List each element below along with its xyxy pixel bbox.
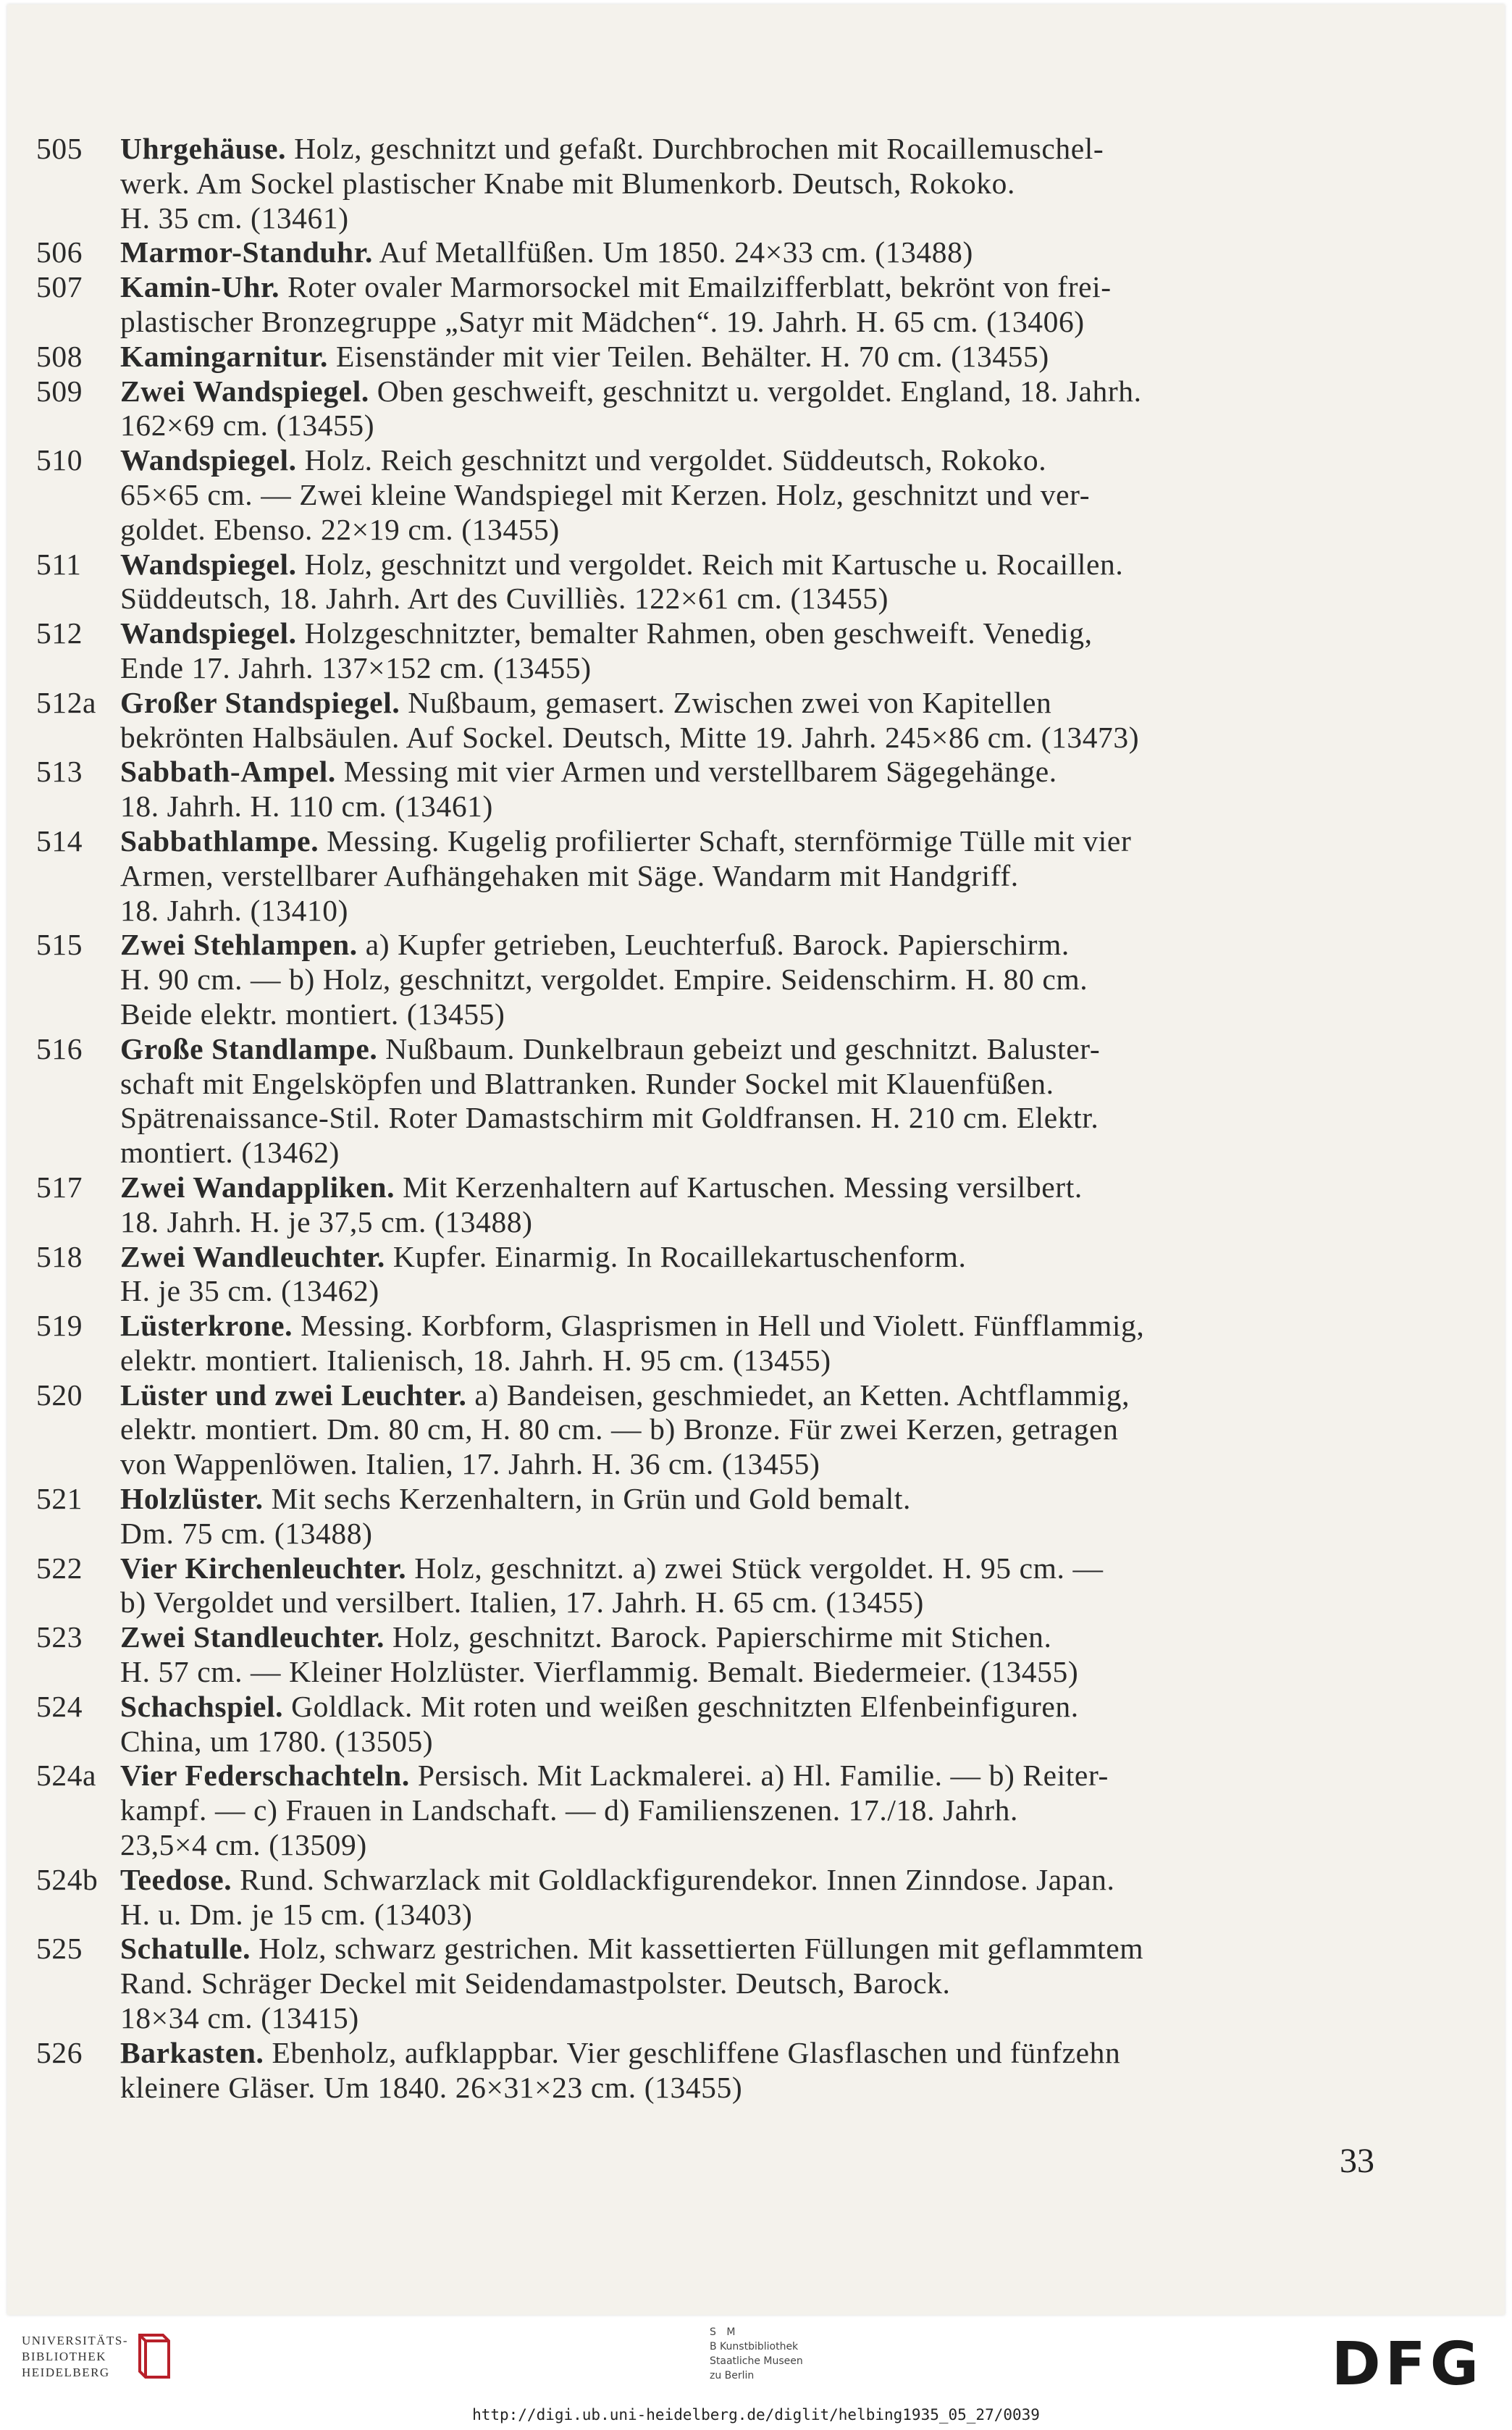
lot-number: 524b bbox=[36, 1862, 98, 1896]
description-line bbox=[120, 1032, 1390, 1067]
lot-description bbox=[120, 374, 1390, 444]
description-line bbox=[120, 374, 1390, 409]
catalog-entry bbox=[36, 824, 1390, 928]
catalog-entry bbox=[36, 928, 1390, 1031]
lot-title: Teedose. bbox=[120, 1862, 232, 1896]
description-line bbox=[120, 132, 1390, 167]
lot-number: 516 bbox=[36, 1031, 83, 1065]
line-text: schaft mit Engelsköpfen und Blattranken. Runder Sockel mit Klauenfüßen. bbox=[120, 1066, 1054, 1100]
description-line bbox=[120, 1863, 1390, 1898]
catalog-entry bbox=[36, 340, 1390, 374]
lot-title: Zwei Standleuchter. bbox=[120, 1620, 385, 1654]
line-text: kampf. — c) Frauen in Landschaft. — d) Familienszenen. 17./18. Jahrh. bbox=[120, 1793, 1018, 1827]
description-line bbox=[120, 1482, 1390, 1517]
stamp-line-2: B Kunstbibliothek bbox=[710, 2341, 799, 2353]
line-text: Beide elektr. montiert. (13455) bbox=[120, 997, 505, 1031]
description-line bbox=[120, 894, 1390, 929]
description-line bbox=[120, 1205, 1390, 1240]
line-text: Messing. Korbform, Glasprismen in Hell und Violett. Fünfflammig, bbox=[301, 1309, 1145, 1343]
description-line bbox=[120, 1378, 1390, 1413]
line-text: Auf Metallfüßen. Um 1850. 24×33 cm. (13488) bbox=[379, 235, 973, 269]
page-url[interactable]: http://digi.ub.uni-heidelberg.de/diglit/helbing1935_05_27/0039 bbox=[472, 2406, 1040, 2423]
description-line bbox=[120, 582, 1390, 616]
ub-line-2: BIBLIOTHEK bbox=[22, 2350, 106, 2363]
catalog-entry bbox=[36, 1032, 1390, 1170]
description-line bbox=[120, 824, 1390, 859]
ub-line-1: UNIVERSITÄTS- bbox=[22, 2334, 128, 2347]
lot-description bbox=[120, 270, 1390, 340]
line-text: 65×65 cm. — Zwei kleine Wandspiegel mit Kerzen. Holz, geschnitzt und ver- bbox=[120, 477, 1091, 511]
page-number: 33 bbox=[1340, 2142, 1374, 2180]
line-text: montiert. (13462) bbox=[120, 1136, 340, 1170]
lot-number: 526 bbox=[36, 2035, 83, 2069]
line-text: H. 57 cm. — Kleiner Holzlüster. Vierflammig. Bemalt. Biedermeier. (13455) bbox=[120, 1655, 1079, 1689]
lot-description bbox=[120, 1032, 1390, 1170]
description-line bbox=[120, 1309, 1390, 1344]
line-text: Spätrenaissance-Stil. Roter Damastschirm mit Goldfransen. H. 210 cm. Elektr. bbox=[120, 1101, 1099, 1135]
line-text: Mit sechs Kerzenhaltern, in Grün und Gold bemalt. bbox=[271, 1482, 911, 1516]
lot-description bbox=[120, 755, 1390, 824]
line-text: Persisch. Mit Lackmalerei. a) Hl. Familie. — b) Reiter- bbox=[417, 1759, 1109, 1793]
lot-description bbox=[120, 548, 1390, 617]
line-text: 18. Jahrh. H. je 37,5 cm. (13488) bbox=[120, 1204, 533, 1239]
line-text: Messing. Kugelig profilierter Schaft, sternförmige Tülle mit vier bbox=[327, 824, 1132, 858]
footer bbox=[7, 2318, 1505, 2403]
catalog-entry bbox=[36, 1620, 1390, 1690]
description-line bbox=[120, 1274, 1390, 1309]
line-text: Holz, geschnitzt. Barock. Papierschirme mit Stichen. bbox=[392, 1620, 1052, 1654]
line-text: Dm. 75 cm. (13488) bbox=[120, 1516, 373, 1550]
line-text: H. 35 cm. (13461) bbox=[120, 201, 349, 235]
lot-description bbox=[120, 686, 1390, 755]
description-line bbox=[120, 789, 1390, 824]
description-line bbox=[120, 1793, 1390, 1828]
line-text: elektr. montiert. Italienisch, 18. Jahrh. H. 95 cm. (13455) bbox=[120, 1343, 831, 1377]
line-text: Oben geschweift, geschnitzt u. vergoldet. England, 18. Jahrh. bbox=[377, 374, 1142, 408]
lot-description bbox=[120, 1690, 1390, 1759]
description-line bbox=[120, 478, 1390, 513]
line-text: Messing mit vier Armen und verstellbarem Sägegehänge. bbox=[343, 755, 1057, 789]
description-line bbox=[120, 340, 1390, 374]
catalog-entry bbox=[36, 548, 1390, 617]
catalog-entry bbox=[36, 1378, 1390, 1482]
catalog-entry bbox=[36, 1551, 1390, 1621]
line-text: Mit Kerzenhaltern auf Kartuschen. Messing versilbert. bbox=[403, 1170, 1083, 1204]
description-line bbox=[120, 235, 1390, 270]
line-text: 23,5×4 cm. (13509) bbox=[120, 1828, 367, 1862]
lot-title: Wandspiegel. bbox=[120, 616, 297, 650]
lot-title: Marmor-Standuhr. bbox=[120, 235, 373, 269]
line-text: Roter ovaler Marmorsockel mit Emailzifferblatt, bekrönt von frei- bbox=[287, 270, 1112, 304]
catalog-entry bbox=[36, 1240, 1390, 1310]
description-line bbox=[120, 305, 1390, 340]
description-line bbox=[120, 1690, 1390, 1725]
lot-description bbox=[120, 1170, 1390, 1240]
line-text: von Wappenlöwen. Italien, 17. Jahrh. H. 36 cm. (13455) bbox=[120, 1447, 820, 1481]
line-text: plastischer Bronzegruppe „Satyr mit Mädchen“. 19. Jahrh. H. 65 cm. (13406) bbox=[120, 304, 1085, 338]
lot-title: Schachspiel. bbox=[120, 1689, 284, 1723]
lot-number: 512 bbox=[36, 616, 83, 650]
lot-number: 511 bbox=[36, 547, 82, 581]
lot-number: 517 bbox=[36, 1170, 83, 1204]
lot-description bbox=[120, 1620, 1390, 1690]
description-line bbox=[120, 1932, 1390, 1966]
lot-number: 525 bbox=[36, 1932, 83, 1966]
description-line bbox=[120, 167, 1390, 201]
line-text: Nußbaum, gemasert. Zwischen zwei von Kapitellen bbox=[408, 685, 1052, 719]
description-line bbox=[120, 1136, 1390, 1170]
description-line bbox=[120, 1828, 1390, 1863]
lot-description bbox=[120, 340, 1390, 374]
line-text: a) Kupfer getrieben, Leuchterfuß. Barock. Papierschirm. bbox=[365, 928, 1070, 962]
description-line bbox=[120, 721, 1390, 755]
description-line bbox=[120, 1447, 1390, 1482]
lot-description bbox=[120, 1240, 1390, 1310]
lot-number: 522 bbox=[36, 1551, 83, 1585]
catalog-entry bbox=[36, 374, 1390, 444]
line-text: H. u. Dm. je 15 cm. (13403) bbox=[120, 1897, 473, 1931]
lot-title: Sabbathlampe. bbox=[120, 824, 319, 858]
description-line bbox=[120, 755, 1390, 789]
dfg-logo[interactable]: DFG bbox=[1331, 2330, 1483, 2399]
description-line bbox=[120, 1725, 1390, 1759]
description-line bbox=[120, 651, 1390, 686]
lot-number: 512a bbox=[36, 685, 97, 719]
line-text: kleinere Gläser. Um 1840. 26×31×23 cm. (13455) bbox=[120, 2070, 743, 2104]
description-line bbox=[120, 1620, 1390, 1655]
lot-title: Lüster und zwei Leuchter. bbox=[120, 1378, 467, 1412]
kunstbibliothek-stamp bbox=[710, 2325, 803, 2383]
lot-description bbox=[120, 132, 1390, 235]
description-line bbox=[120, 1898, 1390, 1932]
lot-number: 524a bbox=[36, 1759, 97, 1793]
line-text: Holz, schwarz gestrichen. Mit kassettierten Füllungen mit geflammtem bbox=[259, 1932, 1144, 1966]
lot-description bbox=[120, 1482, 1390, 1551]
lot-number: 515 bbox=[36, 928, 83, 962]
lot-description bbox=[120, 443, 1390, 547]
line-text: Rund. Schwarzlack mit Goldlackfigurendekor. Innen Zinndose. Japan. bbox=[240, 1862, 1115, 1896]
line-text: Holzgeschnitzter, bemalter Rahmen, oben geschweift. Venedig, bbox=[304, 616, 1093, 650]
description-line bbox=[120, 513, 1390, 548]
lot-description bbox=[120, 1932, 1390, 2035]
catalog-entry bbox=[36, 1932, 1390, 2035]
line-text: elektr. montiert. Dm. 80 cm, H. 80 cm. — b) Bronze. Für zwei Kerzen, getragen bbox=[120, 1412, 1119, 1446]
line-text: Süddeutsch, 18. Jahrh. Art des Cuvilliès. 122×61 cm. (13455) bbox=[120, 582, 889, 616]
ub-heidelberg-logo[interactable] bbox=[22, 2331, 175, 2383]
lot-number: 508 bbox=[36, 339, 83, 373]
lot-number: 523 bbox=[36, 1620, 83, 1654]
lot-number: 513 bbox=[36, 755, 83, 789]
line-text: Eisenständer mit vier Teilen. Behälter. H. 70 cm. (13455) bbox=[336, 339, 1049, 373]
catalog-entry bbox=[36, 132, 1390, 235]
line-text: a) Bandeisen, geschmiedet, an Ketten. Achtflammig, bbox=[474, 1378, 1130, 1412]
lot-number: 509 bbox=[36, 374, 83, 408]
lot-title: Sabbath-Ampel. bbox=[120, 755, 336, 789]
lot-description bbox=[120, 1309, 1390, 1378]
description-line bbox=[120, 1240, 1390, 1275]
description-line bbox=[120, 616, 1390, 651]
catalog-entry bbox=[36, 1309, 1390, 1378]
lot-title: Holzlüster. bbox=[120, 1482, 264, 1516]
lot-description bbox=[120, 928, 1390, 1031]
description-line bbox=[120, 928, 1390, 963]
stamp-line-1: S M bbox=[710, 2326, 739, 2338]
stamp-line-4: zu Berlin bbox=[710, 2370, 755, 2381]
lot-number: 519 bbox=[36, 1309, 83, 1343]
lot-title: Große Standlampe. bbox=[120, 1031, 378, 1065]
description-line bbox=[120, 859, 1390, 894]
lot-description bbox=[120, 1759, 1390, 1862]
catalog-entry bbox=[36, 235, 1390, 270]
line-text: H. je 35 cm. (13462) bbox=[120, 1274, 379, 1308]
description-line bbox=[120, 1101, 1390, 1136]
line-text: Armen, verstellbarer Aufhängehaken mit Säge. Wandarm mit Handgriff. bbox=[120, 858, 1019, 892]
description-line bbox=[120, 201, 1390, 236]
lot-number: 507 bbox=[36, 270, 83, 304]
ub-heidelberg-text bbox=[22, 2333, 128, 2381]
lot-number: 524 bbox=[36, 1689, 83, 1723]
description-line bbox=[120, 963, 1390, 997]
line-text: Holz, geschnitzt und gefaßt. Durchbrochen mit Rocaillemuschel- bbox=[294, 132, 1104, 165]
line-text: China, um 1780. (13505) bbox=[120, 1724, 434, 1758]
line-text: 18. Jahrh. H. 110 cm. (13461) bbox=[120, 789, 493, 824]
description-line bbox=[120, 2001, 1390, 2036]
lot-title: Zwei Wandleuchter. bbox=[120, 1239, 385, 1273]
line-text: b) Vergoldet und versilbert. Italien, 17. Jahrh. H. 65 cm. (13455) bbox=[120, 1585, 924, 1620]
lot-title: Großer Standspiegel. bbox=[120, 685, 400, 719]
line-text: H. 90 cm. — b) Holz, geschnitzt, vergoldet. Empire. Seidenschirm. H. 80 cm. bbox=[120, 963, 1088, 997]
line-text: werk. Am Sockel plastischer Knabe mit Blumenkorb. Deutsch, Rokoko. bbox=[120, 166, 1015, 200]
lot-title: Wandspiegel. bbox=[120, 443, 297, 477]
ub-line-3: HEIDELBERG bbox=[22, 2366, 110, 2379]
line-text: Goldlack. Mit roten und weißen geschnitzten Elfenbeinfiguren. bbox=[291, 1689, 1079, 1723]
catalog-entry bbox=[36, 1170, 1390, 1240]
lot-number: 514 bbox=[36, 824, 83, 858]
lot-number: 521 bbox=[36, 1482, 83, 1516]
line-text: Holz. Reich geschnitzt und vergoldet. Süddeutsch, Rokoko. bbox=[304, 443, 1047, 477]
description-line bbox=[120, 443, 1390, 478]
lot-title: Kamingarnitur. bbox=[120, 339, 329, 373]
description-line bbox=[120, 409, 1390, 443]
description-line bbox=[120, 1585, 1390, 1620]
lot-description bbox=[120, 1551, 1390, 1621]
line-text: Kupfer. Einarmig. In Rocaillekartuschenform. bbox=[392, 1239, 967, 1273]
lot-number: 505 bbox=[36, 132, 83, 165]
lot-title: Zwei Wandspiegel. bbox=[120, 374, 369, 408]
catalog-entry bbox=[36, 1759, 1390, 1862]
lot-title: Uhrgehäuse. bbox=[120, 132, 287, 165]
description-line bbox=[120, 1344, 1390, 1378]
line-text: Holz, geschnitzt und vergoldet. Reich mit Kartusche u. Rocaillen. bbox=[304, 547, 1124, 581]
line-text: Rand. Schräger Deckel mit Seidendamastpolster. Deutsch, Barock. bbox=[120, 1966, 951, 2000]
lot-title: Kamin-Uhr. bbox=[120, 270, 280, 304]
catalog-entries bbox=[36, 132, 1390, 2105]
catalog-entry bbox=[36, 755, 1390, 824]
stamp-line-3: Staatliche Museen bbox=[710, 2355, 803, 2367]
lot-title: Lüsterkrone. bbox=[120, 1309, 293, 1343]
line-text: Nußbaum. Dunkelbraun gebeizt und geschnitzt. Baluster- bbox=[385, 1031, 1101, 1065]
description-line bbox=[120, 1759, 1390, 1793]
ub-mark-icon bbox=[134, 2331, 175, 2383]
catalog-entry bbox=[36, 1863, 1390, 1932]
lot-description bbox=[120, 824, 1390, 928]
catalog-entry bbox=[36, 1690, 1390, 1759]
line-text: goldet. Ebenso. 22×19 cm. (13455) bbox=[120, 512, 560, 546]
description-line bbox=[120, 548, 1390, 582]
catalog-entry bbox=[36, 443, 1390, 547]
description-line bbox=[120, 1517, 1390, 1551]
description-line bbox=[120, 1551, 1390, 1586]
description-line bbox=[120, 2036, 1390, 2071]
lot-description bbox=[120, 235, 1390, 270]
line-text: Holz, geschnitzt. a) zwei Stück vergoldet. H. 95 cm. — bbox=[414, 1551, 1104, 1585]
lot-title: Barkasten. bbox=[120, 2035, 264, 2069]
description-line bbox=[120, 1655, 1390, 1690]
line-text: 18. Jahrh. (13410) bbox=[120, 893, 349, 927]
description-line bbox=[120, 270, 1390, 305]
description-line bbox=[120, 997, 1390, 1032]
scanned-page bbox=[7, 4, 1505, 2315]
description-line bbox=[120, 1966, 1390, 2001]
lot-description bbox=[120, 2036, 1390, 2106]
description-line bbox=[120, 2071, 1390, 2106]
catalog-entry bbox=[36, 270, 1390, 340]
lot-number: 520 bbox=[36, 1378, 83, 1412]
catalog-entry bbox=[36, 686, 1390, 755]
lot-title: Vier Federschachteln. bbox=[120, 1759, 410, 1793]
lot-number: 510 bbox=[36, 443, 83, 477]
catalog-entry bbox=[36, 616, 1390, 686]
description-line bbox=[120, 1067, 1390, 1102]
lot-description bbox=[120, 1863, 1390, 1932]
line-text: Ende 17. Jahrh. 137×152 cm. (13455) bbox=[120, 650, 592, 684]
description-line bbox=[120, 686, 1390, 721]
catalog-entry bbox=[36, 1482, 1390, 1551]
line-text: bekrönten Halbsäulen. Auf Sockel. Deutsch, Mitte 19. Jahrh. 245×86 cm. (13473) bbox=[120, 720, 1140, 754]
lot-description bbox=[120, 1378, 1390, 1482]
line-text: Ebenholz, aufklappbar. Vier geschliffene Glasflaschen und fünfzehn bbox=[272, 2035, 1121, 2069]
catalog-entry bbox=[36, 2036, 1390, 2106]
line-text: 18×34 cm. (13415) bbox=[120, 2001, 359, 2035]
description-line bbox=[120, 1170, 1390, 1205]
lot-number: 506 bbox=[36, 235, 83, 269]
description-line bbox=[120, 1412, 1390, 1447]
lot-title: Zwei Wandappliken. bbox=[120, 1170, 395, 1204]
lot-number: 518 bbox=[36, 1239, 83, 1273]
lot-title: Vier Kirchenleuchter. bbox=[120, 1551, 407, 1585]
line-text: 162×69 cm. (13455) bbox=[120, 409, 375, 443]
lot-title: Wandspiegel. bbox=[120, 547, 297, 581]
lot-title: Schatulle. bbox=[120, 1932, 251, 1966]
lot-title: Zwei Stehlampen. bbox=[120, 928, 358, 962]
lot-description bbox=[120, 616, 1390, 686]
